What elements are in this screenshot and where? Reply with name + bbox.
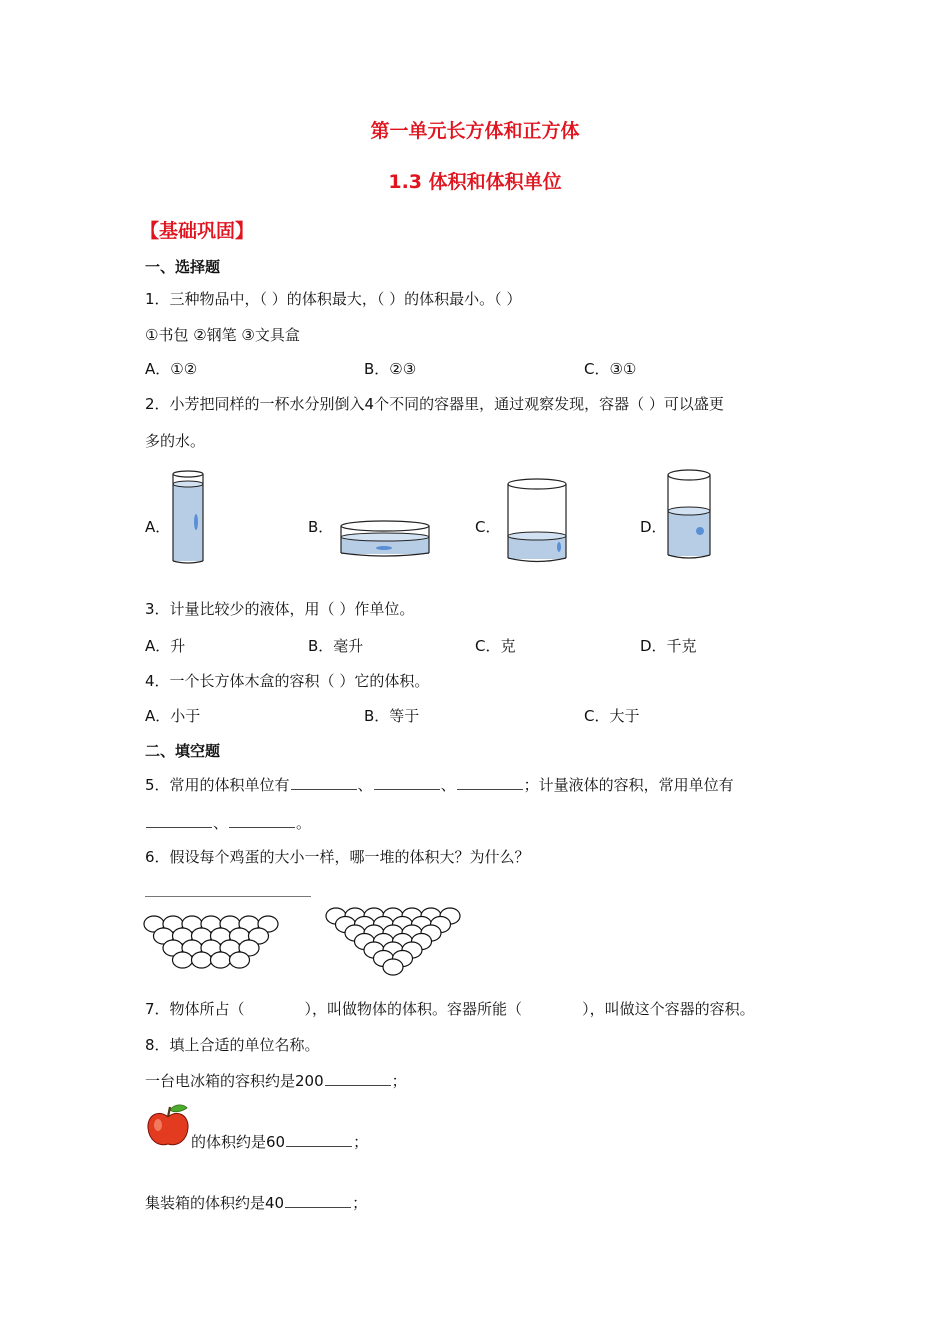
question-6: 6．假设每个鸡蛋的大小一样，哪一堆的体积大？为什么？ [145, 848, 530, 866]
question-5-line1 [145, 774, 734, 795]
part1-heading: 一、选择题 [145, 258, 221, 276]
q4-option-b[interactable]: B．等于 [364, 707, 420, 725]
q3-option-a[interactable]: A．升 [145, 637, 186, 655]
q1-option-a[interactable]: A．①② [145, 360, 198, 378]
q5-blank-2[interactable] [374, 775, 440, 790]
q8-fridge-line [145, 1070, 407, 1091]
question-1-items: ①书包 ②钢笔 ③文具盒 [145, 326, 300, 344]
q5-sep-1: 、 [357, 776, 373, 794]
q2-option-a[interactable]: A． [145, 518, 171, 536]
container-c-image [505, 476, 571, 566]
q2-option-d[interactable]: D． [640, 518, 667, 536]
question-7 [145, 998, 755, 1019]
egg [230, 952, 250, 968]
q5-prefix: 5．常用的体积单位有 [145, 776, 290, 794]
question-3: 3．计量比较少的液体，用（ ）作单位。 [145, 600, 415, 618]
q7-part-b: ），叫做物体的体积。容器所能（ [304, 1000, 523, 1018]
unit-title: 第一单元长方体和正方体 [370, 120, 580, 142]
q6-answer-line[interactable] [145, 896, 311, 897]
question-5-line2 [145, 812, 311, 833]
q8-apple-prefix: 的体积约是60 [191, 1133, 286, 1151]
question-2-line1: 2．小芳把同样的一杯水分别倒入4个不同的容器里，通过观察发现，容器（ ）可以盛更 [145, 395, 724, 413]
q1-option-b[interactable]: B．②③ [364, 360, 417, 378]
q8-apple-line [191, 1131, 368, 1152]
q5-blank-3[interactable] [457, 775, 523, 790]
egg [211, 952, 231, 968]
q2-option-c[interactable]: C． [475, 518, 501, 536]
q5-blank-1[interactable] [291, 775, 357, 790]
q3-option-b[interactable]: B．毫升 [308, 637, 364, 655]
q1-option-c[interactable]: C．③① [584, 360, 637, 378]
q8-apple-blank[interactable] [286, 1132, 352, 1147]
container-a-image [170, 470, 210, 565]
container-d-image [665, 467, 717, 563]
q3-option-c[interactable]: C．克 [475, 637, 516, 655]
question-8: 8．填上合适的单位名称。 [145, 1036, 320, 1054]
q5-sep-2: 、 [440, 776, 456, 794]
q8-fridge-prefix: 一台电冰箱的容积约是200 [145, 1072, 324, 1090]
question-2-line2: 多的水。 [145, 432, 206, 450]
q5-end: 。 [296, 814, 312, 832]
egg-pile-left [140, 912, 290, 974]
q5-blank-5[interactable] [229, 813, 295, 828]
q5-mid: ；计量液体的容积，常用单位有 [523, 776, 734, 794]
q8-container-prefix: 集装箱的体积约是40 [145, 1194, 285, 1212]
q7-part-a: 7．物体所占（ [145, 1000, 245, 1018]
q8-container-end: ； [352, 1194, 368, 1212]
q8-fridge-end: ； [391, 1072, 407, 1090]
q4-option-c[interactable]: C．大于 [584, 707, 640, 725]
question-4: 4．一个长方体木盒的容积（ ）它的体积。 [145, 672, 430, 690]
lesson-title: 1.3 体积和体积单位 [388, 171, 562, 193]
question-1: 1．三种物品中，（ ）的体积最大，（ ）的体积最小。（ ） [145, 290, 522, 308]
q8-fridge-blank[interactable] [325, 1071, 391, 1086]
egg [192, 952, 212, 968]
q8-container-blank[interactable] [285, 1193, 351, 1208]
q7-part-c: ），叫做这个容器的容积。 [582, 1000, 755, 1018]
apple-image [145, 1103, 191, 1149]
q5-blank-4[interactable] [146, 813, 212, 828]
part2-heading: 二、填空题 [145, 742, 221, 760]
egg-pile-right [322, 906, 472, 978]
egg [173, 952, 193, 968]
q2-option-b[interactable]: B． [308, 518, 334, 536]
q8-apple-end: ； [353, 1133, 369, 1151]
q5-sep-3: 、 [213, 814, 229, 832]
q3-option-d[interactable]: D．千克 [640, 637, 697, 655]
egg [383, 959, 403, 975]
container-b-image [338, 518, 434, 560]
q4-option-a[interactable]: A．小于 [145, 707, 201, 725]
q8-container-line [145, 1192, 367, 1213]
section-tag: 【基础巩固】 [140, 220, 255, 242]
